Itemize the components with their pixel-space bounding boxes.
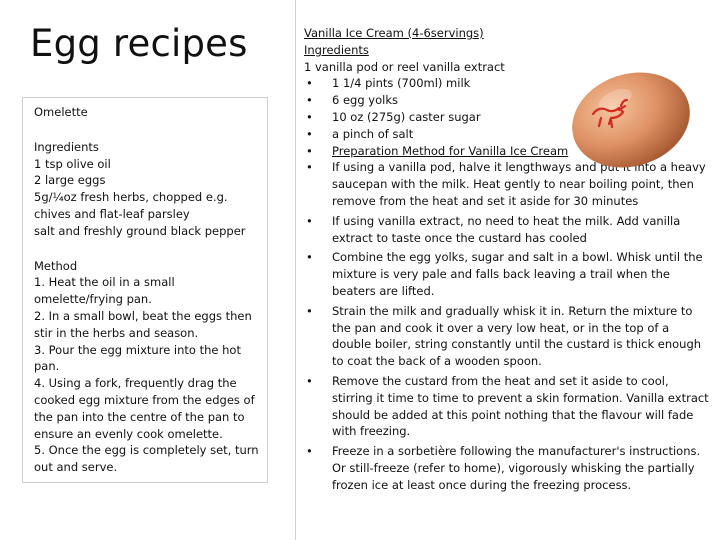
method-step: 2. In a small bowl, beat the eggs then stir in the herbs and season.	[34, 308, 252, 340]
bullet-item: • Remove the custard from the heat and set it aside to cool, stirring it time to time to prevent a skin formation. Vanilla extract should be added at this point nothing that the flavour will fade with freezing.	[304, 373, 710, 440]
method-step: 4. Using a fork, frequently drag the cooked egg mixture from the edges of the pan into the centre of the pan to ensure an evenly cook omelette.	[34, 376, 255, 441]
method-step: 1. Heat the oil in a small omelette/frying pan.	[34, 275, 175, 307]
ingredients-heading: Ingredients	[304, 42, 369, 57]
preparation-heading: • Preparation Method for Vanilla Ice Cream	[304, 143, 710, 160]
ingredient-item: 5g/¼oz fresh herbs, chopped e.g. chives and flat-leaf parsley	[34, 190, 228, 221]
bullet-item: • Strain the milk and gradually whisk it in. Return the mixture to the pan and cook it over a very low heat, or in the top of a double boiler, string constantly until the custard is thick enough to coat the back of a wooden spoon.	[304, 303, 710, 370]
bullet-item: • a pinch of salt	[304, 126, 710, 143]
page-title: Egg recipes	[30, 22, 248, 65]
bullet-item: • Freeze in a sorbetière following the manufacturer's instructions. Or still-freeze (refer to home), vigorously whisking the partially frozen ice at least once during the freezing process.	[304, 443, 710, 493]
column-divider	[295, 0, 296, 540]
ingredients-heading: Ingredients	[34, 139, 99, 154]
egg-image	[555, 40, 705, 190]
recipe-title: Vanilla Ice Cream (4-6servings)	[304, 26, 484, 40]
recipe-name: Omelette	[34, 105, 88, 119]
bullet-item: • 1 1/4 pints (700ml) milk	[304, 75, 710, 92]
bullet-item: • 6 egg yolks	[304, 92, 710, 109]
bullet-item: • If using a vanilla pod, halve it lengthways and put it into a heavy saucepan with the milk. Heat gently to near boiling point, then remove from the heat and set it aside for 30 minutes	[304, 159, 710, 209]
bullet-item: • If using vanilla extract, no need to heat the milk. Add vanilla extract to taste once the custard has cooled	[304, 213, 710, 247]
method-heading: Method	[34, 258, 78, 273]
ingredient-item: salt and freshly ground black pepper	[34, 223, 246, 238]
egg-shell	[560, 58, 703, 183]
method-step: 3. Pour the egg mixture into the hot pan.	[34, 342, 241, 374]
method-step: 5. Once the egg is completely set, turn out and serve.	[34, 443, 259, 475]
ingredient-item: 2 large eggs	[34, 173, 106, 188]
bullet-item: • Combine the egg yolks, sugar and salt in a bowl. Whisk until the mixture is very pale and falls back leaving a trail when the beaters are lifted.	[304, 249, 710, 299]
omelette-recipe	[34, 104, 266, 476]
ingredient-item: 1 tsp olive oil	[34, 156, 111, 171]
bullet-item: • 10 oz (275g) caster sugar	[304, 109, 710, 126]
ingredient-line: 1 vanilla pod or reel vanilla extract	[304, 59, 505, 74]
